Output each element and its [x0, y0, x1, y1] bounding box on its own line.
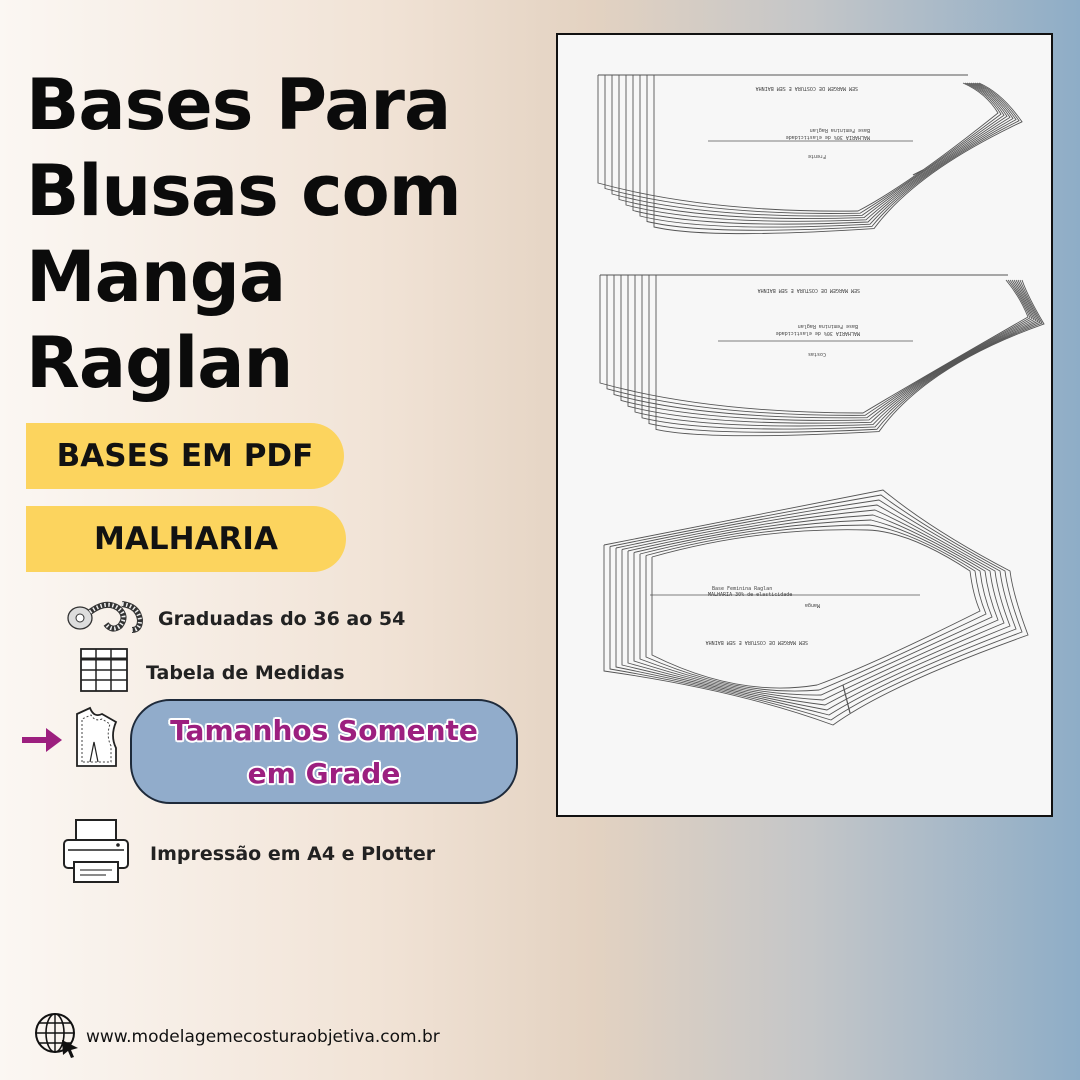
feature-printing	[62, 818, 435, 889]
feature-graded-label: Graduadas do 36 ao 54	[158, 607, 406, 630]
arrow-right-icon	[22, 726, 64, 758]
front-title: Frente	[807, 153, 826, 159]
back-base-name: Base Feminina Raglan	[797, 323, 858, 329]
sleeve-knit-note: MALHARIA 30% de elasticidade	[708, 592, 793, 598]
website-url[interactable]: www.modelagemecosturaobjetiva.com.br	[86, 1027, 440, 1047]
fabric-badge: MALHARIA	[26, 506, 346, 572]
globe-cursor-icon	[34, 1012, 80, 1062]
pattern-drawing	[558, 35, 1051, 815]
feature-graded	[66, 598, 405, 639]
back-knit-note: MALHARIA 30% de elasticidade	[775, 330, 860, 336]
feature-measurements	[80, 648, 345, 697]
feature-measurements-label: Tabela de Medidas	[146, 661, 345, 684]
title-line-2: Blusas com	[26, 150, 461, 232]
feature-printing-label: Impressão em A4 e Plotter	[150, 842, 436, 865]
measuring-tape-icon	[66, 598, 144, 639]
front-seam-note: SEM MARGEM DE COSTURA E SEM BAINHA	[755, 85, 858, 91]
title-line-3: Manga	[26, 236, 286, 318]
sleeve-title: Manga	[804, 602, 820, 608]
back-title: Costas	[807, 351, 826, 357]
grade-sizes-line-2: em Grade	[247, 756, 401, 790]
title-line-4: Raglan	[26, 322, 293, 404]
title-line-1: Bases Para	[26, 64, 451, 146]
pattern-preview	[556, 33, 1053, 817]
website-footer	[34, 1012, 440, 1062]
pdf-badge: BASES EM PDF	[26, 423, 344, 489]
back-seam-note: SEM MARGEM DE COSTURA E SEM BAINHA	[757, 287, 860, 293]
grade-sizes-line-1: Tamanhos Somente	[170, 713, 478, 747]
bodice-pattern-icon	[72, 706, 120, 772]
grade-sizes-box	[130, 699, 518, 804]
front-base-name: Base Feminina Raglan	[809, 127, 870, 133]
table-icon	[80, 648, 128, 697]
page-title	[26, 62, 506, 406]
printer-icon	[62, 818, 130, 889]
front-knit-note: MALHARIA 30% de elasticidade	[785, 134, 870, 140]
sleeve-seam-note: SEM MARGEM DE COSTURA E SEM BAINHA	[705, 639, 808, 645]
sleeve-base-name: Base Feminina Raglan	[712, 586, 773, 592]
